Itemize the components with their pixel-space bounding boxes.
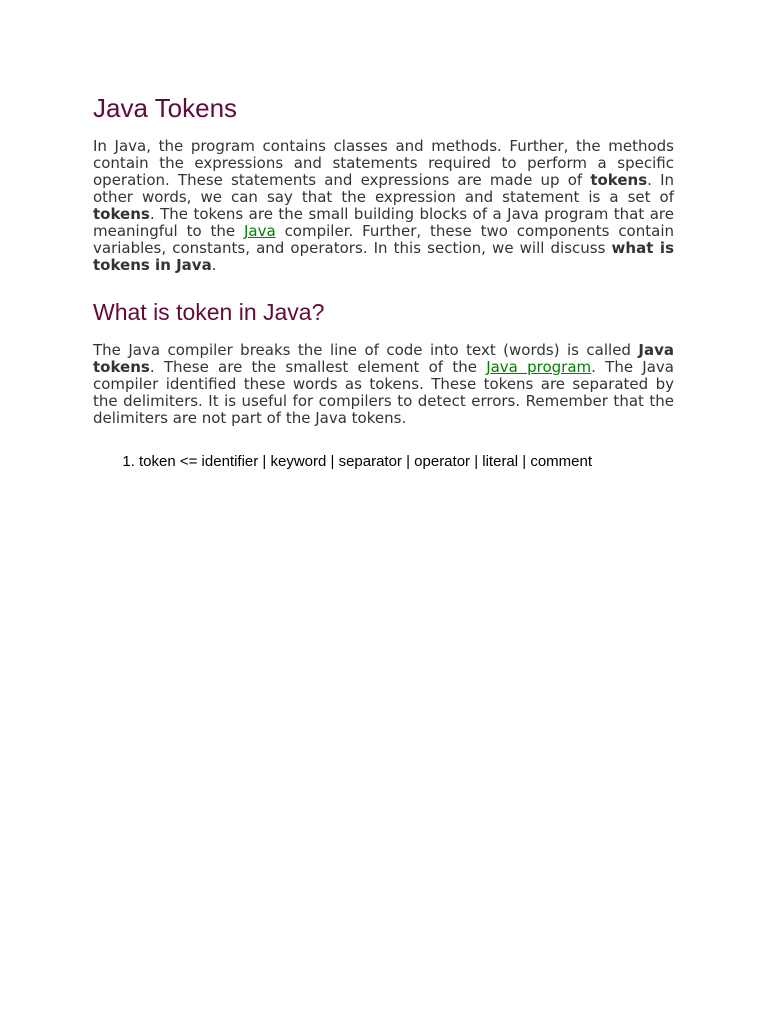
- intro-bold-tokens-2: tokens: [93, 205, 150, 223]
- intro-text-1: In Java, the program contains classes and methods. Further, the methods contain the expressions and statements required to perform a specific operation. These statements and expressions are made up of: [93, 137, 674, 189]
- section-text-2: . These are the smallest element of the: [149, 358, 487, 376]
- code-list: [93, 450, 674, 473]
- section-text-1: The Java compiler breaks the line of code into text (words) is called: [93, 341, 639, 359]
- intro-bold-tokens-1: tokens: [590, 171, 648, 189]
- article: [93, 88, 674, 473]
- code-line: 1. token <= identifier | keyword | separator | operator | literal | comment: [139, 450, 674, 473]
- intro-text-4: compiler. Further, these two components contain variables, constants, and operators. In this section, we will discuss: [93, 222, 674, 257]
- java-link[interactable]: Java: [244, 222, 276, 240]
- section-bold-java-tokens: Java tokens: [93, 341, 674, 376]
- page-title: Java Tokens: [93, 93, 238, 123]
- intro-paragraph: [93, 138, 674, 274]
- section-paragraph: [93, 342, 674, 427]
- section-heading: What is token in Java?: [93, 299, 325, 325]
- intro-text-2: . In other words, we can say that the expression and statement is a set of: [93, 171, 674, 206]
- intro-text-5: .: [211, 256, 217, 274]
- section-text-3: . The Java compiler identified these words as tokens. These tokens are separated by the delimiters. It is useful for compilers to detect errors. Remember that the delimiters are not part of the Java tokens.: [93, 358, 674, 427]
- intro-bold-what-is-tokens: what is tokens in Java: [93, 239, 674, 274]
- java-program-link[interactable]: Java program: [486, 358, 592, 376]
- intro-text-3: . The tokens are the small building blocks of a Java program that are meaningful to the: [93, 205, 674, 240]
